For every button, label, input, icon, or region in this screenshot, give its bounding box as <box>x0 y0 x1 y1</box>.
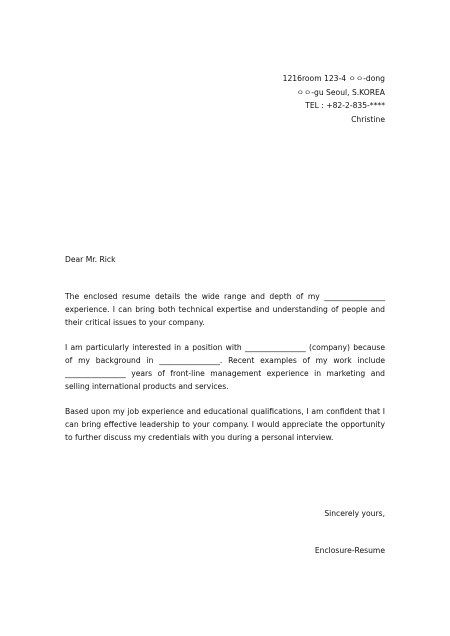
address-phone: TEL : +82-2-835-**** <box>305 101 385 110</box>
enclosure-note: Enclosure-Resume <box>314 546 385 555</box>
closing: Sincerely yours, <box>324 509 385 518</box>
address-line-2: ㅇㅇ-gu Seoul, S.KOREA <box>296 87 385 97</box>
body-paragraph-3: Based upon my job experience and educational qualifications, I am confident that I can bring effective leadership to your company. I would appreciate the opportunity to further discuss my credentials with you during a personal interview. <box>65 407 385 442</box>
sender-address <box>165 72 385 126</box>
body-paragraph-1: The enclosed resume details the wide range and depth of my ________________ experience. I can bring both technical expertise and understanding of people and their critical issues to your company. <box>65 292 385 327</box>
body-paragraph-2: I am particularly interested in a position with ________________ (company) because of my background in ________________. Recent examples of my work include ________________ years of front-line management experience in marketing and selling international products and services. <box>65 343 385 391</box>
address-line-1: 1216room 123-4 ㅇㅇ-dong <box>282 74 385 83</box>
letter-body <box>65 290 385 456</box>
salutation: Dear Mr. Rick <box>65 255 116 264</box>
sender-name: Christine <box>351 114 385 124</box>
